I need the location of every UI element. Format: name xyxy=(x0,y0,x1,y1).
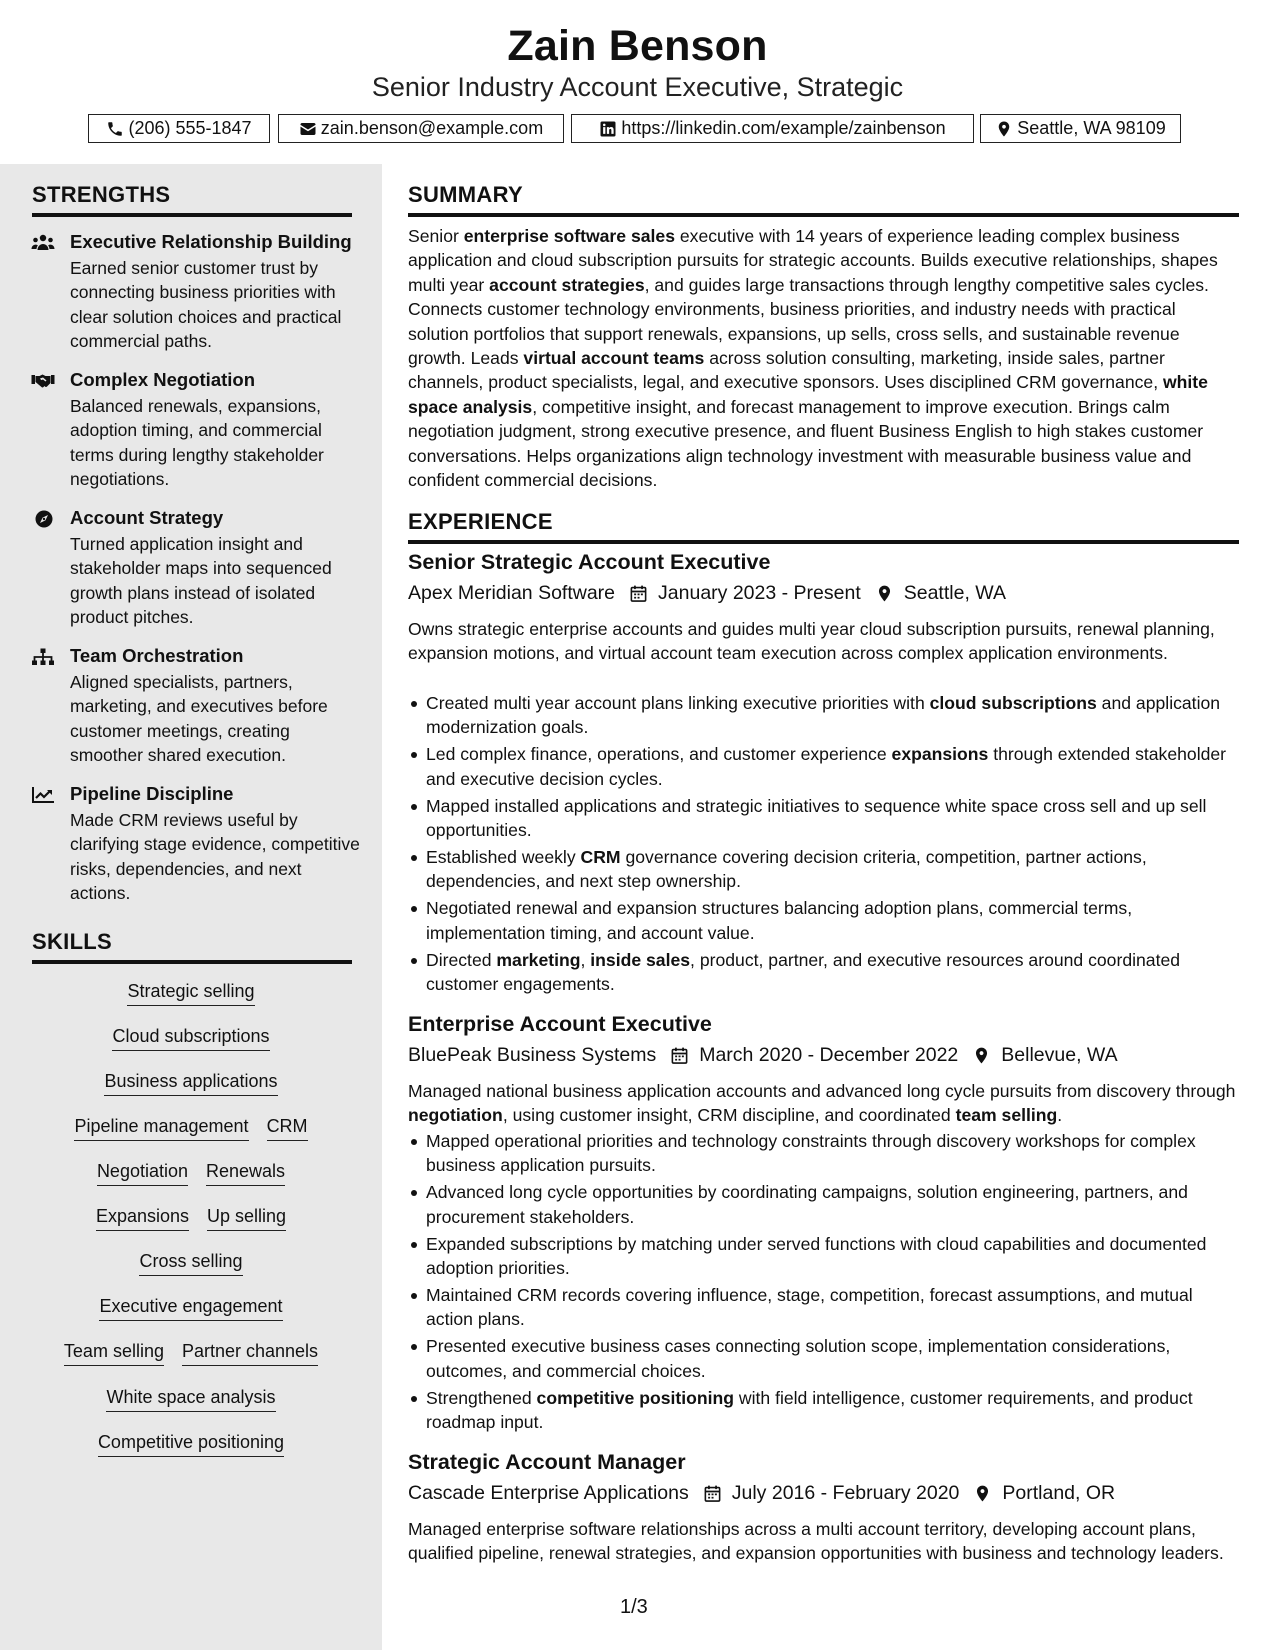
phone-icon xyxy=(106,120,124,138)
skill-tag: Negotiation xyxy=(97,1161,188,1186)
job-company: Apex Meridian Software xyxy=(408,582,616,604)
contact-location-text: Seattle, WA 98109 xyxy=(1017,118,1166,138)
text-run: Maintained CRM records covering influence, stage, competition, forecast assumptions, and mutual action plans. xyxy=(426,1284,1193,1330)
text-run: , competitive insight, and forecast management to improve execution. Brings calm negotiation judgment, strong executive presence, and fluent Business English to high stakes customer conversations. Helps organizations align technology investment with measurable business value and confident commercial decisions. xyxy=(408,396,1204,491)
job-location: Seattle, WA xyxy=(903,582,1006,604)
text-run: , product, partner, and executive resources around coordinated customer engagements. xyxy=(426,949,1181,994)
skill-row xyxy=(30,1341,352,1366)
calendar-icon xyxy=(703,1484,722,1503)
job-company: Cascade Enterprise Applications xyxy=(408,1482,689,1504)
skill-row xyxy=(30,1161,352,1186)
bullet-item xyxy=(426,742,1241,791)
text-run: Directed xyxy=(426,949,497,970)
contact-phone-text: (206) 555-1847 xyxy=(128,118,252,138)
bold-keyword: negotiation xyxy=(408,1105,503,1126)
skill-tag: Business applications xyxy=(104,1071,277,1096)
bullet-item xyxy=(426,1129,1241,1178)
text-run: , and guides large transactions through lengthy competitive sales cycles. Connects customer technology environments, business priorities, and industry needs with practical solution portfolios that support renewals, expansions, up sells, cross sells, and sustainable revenue growth. Leads xyxy=(408,274,1209,369)
skill-row xyxy=(30,1026,352,1051)
text-run: Senior xyxy=(408,226,464,246)
page-number: 1/3 xyxy=(620,1596,648,1618)
skills-rule xyxy=(32,960,352,964)
text-run: , xyxy=(580,949,591,970)
text-run: Mapped installed applications and strategic initiatives to sequence white space cross sell and up sell opportunities. xyxy=(426,795,1207,841)
bullet-item xyxy=(426,896,1241,945)
candidate-name: Zain Benson xyxy=(507,22,768,70)
contact-email-text: zain.benson@example.com xyxy=(320,118,544,138)
skill-tag: Renewals xyxy=(206,1161,285,1186)
skill-tag: CRM xyxy=(267,1116,308,1141)
org-chart-icon xyxy=(31,648,55,666)
text-run: governance covering decision criteria, competition, partner actions, dependencies, and next step ownership. xyxy=(426,846,1147,892)
resume-header xyxy=(0,0,1275,164)
skill-tag: Pipeline management xyxy=(74,1116,248,1141)
skill-tag: Expansions xyxy=(96,1206,189,1231)
job-dates: January 2023 - Present xyxy=(658,582,861,604)
job-summary xyxy=(408,617,1239,666)
experience-heading: EXPERIENCE xyxy=(408,509,553,534)
text-run: Mapped operational priorities and technology constraints through discovery workshops for complex business application pursuits. xyxy=(426,1131,1196,1176)
text-run: Presented executive business cases connecting solution scope, implementation considerations, outcomes, and commercial choices. xyxy=(426,1336,1171,1381)
job-summary xyxy=(408,1517,1239,1566)
skill-tag: Strategic selling xyxy=(127,981,254,1006)
job-company: BluePeak Business Systems xyxy=(408,1044,657,1066)
bullet-item xyxy=(426,1232,1241,1281)
bullet-item xyxy=(426,1180,1241,1229)
candidate-headline: Senior Industry Account Executive, Strategic xyxy=(371,72,904,102)
strength-description: Earned senior customer trust by connecting business priorities with clear solution choices and practical commercial paths. xyxy=(70,258,342,352)
text-run: across solution consulting, marketing, inside sales, partner channels, product specialists, legal, and executive sponsors. Uses disciplined CRM governance, xyxy=(408,348,1165,393)
skill-row xyxy=(30,1206,352,1231)
text-run: with field intelligence, customer requirements, and product roadmap input. xyxy=(426,1387,1193,1432)
bullet-item xyxy=(426,845,1241,894)
summary-heading: SUMMARY xyxy=(408,182,523,207)
location-pin-icon xyxy=(995,120,1013,138)
skill-row xyxy=(30,981,352,1006)
text-run: Expanded subscriptions by matching under served functions with cloud capabilities and documented adoption priorities. xyxy=(426,1233,1207,1279)
skill-row xyxy=(30,1296,352,1321)
contact-phone[interactable] xyxy=(88,114,270,143)
strength-title: Executive Relationship Building xyxy=(70,231,352,252)
summary-rule xyxy=(408,213,1239,217)
contact-location[interactable] xyxy=(980,114,1181,143)
bold-keyword: team selling xyxy=(955,1105,1058,1126)
calendar-icon xyxy=(670,1046,689,1065)
experience-rule xyxy=(408,540,1239,544)
skills-heading: SKILLS xyxy=(32,929,113,954)
job-location: Bellevue, WA xyxy=(1001,1044,1118,1066)
location-pin-icon xyxy=(972,1046,991,1065)
linkedin-icon xyxy=(599,120,617,138)
skill-row xyxy=(30,1432,352,1457)
bold-keyword: CRM xyxy=(580,846,621,867)
bold-keyword: marketing xyxy=(496,949,581,970)
strength-title: Account Strategy xyxy=(70,507,224,528)
bullet-item xyxy=(426,1334,1241,1383)
compass-icon xyxy=(31,510,55,528)
skill-tag: White space analysis xyxy=(106,1387,275,1412)
bullet-item xyxy=(426,691,1241,740)
job-title: Enterprise Account Executive xyxy=(408,1012,712,1036)
contact-email[interactable] xyxy=(278,114,564,143)
bold-keyword: virtual account teams xyxy=(523,348,705,369)
text-run: Managed enterprise software relationships across a multi account territory, developing account plans, qualified pipeline, renewal strategies, and expansion opportunities with business and technology leaders. xyxy=(408,1519,1224,1564)
strength-title: Complex Negotiation xyxy=(70,369,256,390)
strength-title: Team Orchestration xyxy=(70,645,244,666)
text-run: Owns strategic enterprise accounts and guides multi year cloud subscription pursuits, renewal planning, expansion motions, and virtual account team execution across complex application environments. xyxy=(408,619,1215,664)
skill-tag: Cloud subscriptions xyxy=(112,1026,269,1051)
job-dates: July 2016 - February 2020 xyxy=(731,1482,960,1504)
job-title: Senior Strategic Account Executive xyxy=(408,550,771,574)
skill-tag: Team selling xyxy=(64,1341,164,1366)
skill-tag: Executive engagement xyxy=(99,1296,282,1321)
contact-linkedin-text: https://linkedin.com/example/zainbenson xyxy=(621,118,946,138)
contact-linkedin[interactable] xyxy=(571,114,974,143)
job-title: Strategic Account Manager xyxy=(408,1450,686,1474)
text-run: Led complex finance, operations, and customer experience xyxy=(426,744,892,765)
strength-description: Turned application insight and stakeholder maps into sequenced growth plans instead of isolated product pitches. xyxy=(70,534,332,628)
text-run: . xyxy=(1057,1105,1063,1126)
bullet-item xyxy=(426,1283,1241,1332)
job-dates: March 2020 - December 2022 xyxy=(699,1044,959,1066)
people-group-icon xyxy=(31,234,55,252)
skill-tag: Cross selling xyxy=(139,1251,242,1276)
skill-row xyxy=(30,1071,352,1096)
job-location: Portland, OR xyxy=(1002,1482,1116,1504)
text-run: Negotiated renewal and expansion structures balancing adoption plans, commercial terms, implementation timing, and account value. xyxy=(426,898,1133,943)
location-pin-icon xyxy=(875,584,894,603)
bold-keyword: account strategies xyxy=(489,274,645,295)
summary-paragraph xyxy=(408,224,1239,492)
bold-keyword: inside sales xyxy=(590,949,691,970)
chart-line-icon xyxy=(31,786,55,804)
skill-row xyxy=(30,1387,352,1412)
bold-keyword: expansions xyxy=(891,744,989,765)
bold-keyword: enterprise software sales xyxy=(463,226,675,246)
job-meta xyxy=(408,582,1006,605)
text-run: Established weekly xyxy=(426,846,581,867)
skill-tag: Competitive positioning xyxy=(98,1432,284,1457)
text-run: Strengthened xyxy=(426,1387,537,1408)
handshake-icon xyxy=(31,372,55,390)
bullet-item xyxy=(426,794,1241,843)
bold-keyword: white space analysis xyxy=(408,372,1208,417)
bullet-item xyxy=(426,948,1241,997)
job-meta xyxy=(408,1044,1118,1067)
skill-row xyxy=(30,1116,352,1141)
strength-description: Aligned specialists, partners, marketing, and executives before customer meetings, creating smoother shared execution. xyxy=(70,672,328,766)
job-meta xyxy=(408,1482,1115,1505)
bullet-item xyxy=(426,1386,1241,1435)
text-run: Advanced long cycle opportunities by coordinating campaigns, solution engineering, partners, and procurement stakeholders. xyxy=(426,1182,1188,1227)
strengths-heading: STRENGTHS xyxy=(32,182,171,207)
text-run: through extended stakeholder and executive decision cycles. xyxy=(426,744,1227,789)
text-run: , using customer insight, CRM discipline, and coordinated xyxy=(502,1105,956,1126)
strength-description: Balanced renewals, expansions, adoption timing, and commercial terms during lengthy stakeholder negotiations. xyxy=(70,396,324,490)
skill-row xyxy=(30,1251,352,1276)
job-summary xyxy=(408,1079,1239,1128)
text-run: Managed national business application accounts and advanced long cycle pursuits from discovery through xyxy=(408,1081,1236,1101)
job-bullets xyxy=(408,1129,1241,1437)
sidebar xyxy=(0,164,382,1650)
strength-description: Made CRM reviews useful by clarifying stage evidence, competitive risks, dependencies, and next actions. xyxy=(70,810,360,904)
strength-title: Pipeline Discipline xyxy=(70,783,234,804)
text-run: and application modernization goals. xyxy=(426,693,1221,738)
skill-tag: Partner channels xyxy=(182,1341,318,1366)
skill-tag: Up selling xyxy=(207,1206,286,1231)
bold-keyword: cloud subscriptions xyxy=(929,693,1097,713)
text-run: Created multi year account plans linking executive priorities with xyxy=(426,693,930,713)
job-bullets xyxy=(408,691,1241,999)
envelope-icon xyxy=(299,120,317,138)
calendar-icon xyxy=(629,584,648,603)
text-run: executive with 14 years of experience leading complex business application and cloud subscription pursuits for strategic accounts. Builds executive relationships, shapes multi year xyxy=(408,226,1218,295)
location-pin-icon xyxy=(973,1484,992,1503)
bold-keyword: competitive positioning xyxy=(536,1387,734,1408)
strengths-rule xyxy=(32,213,352,217)
